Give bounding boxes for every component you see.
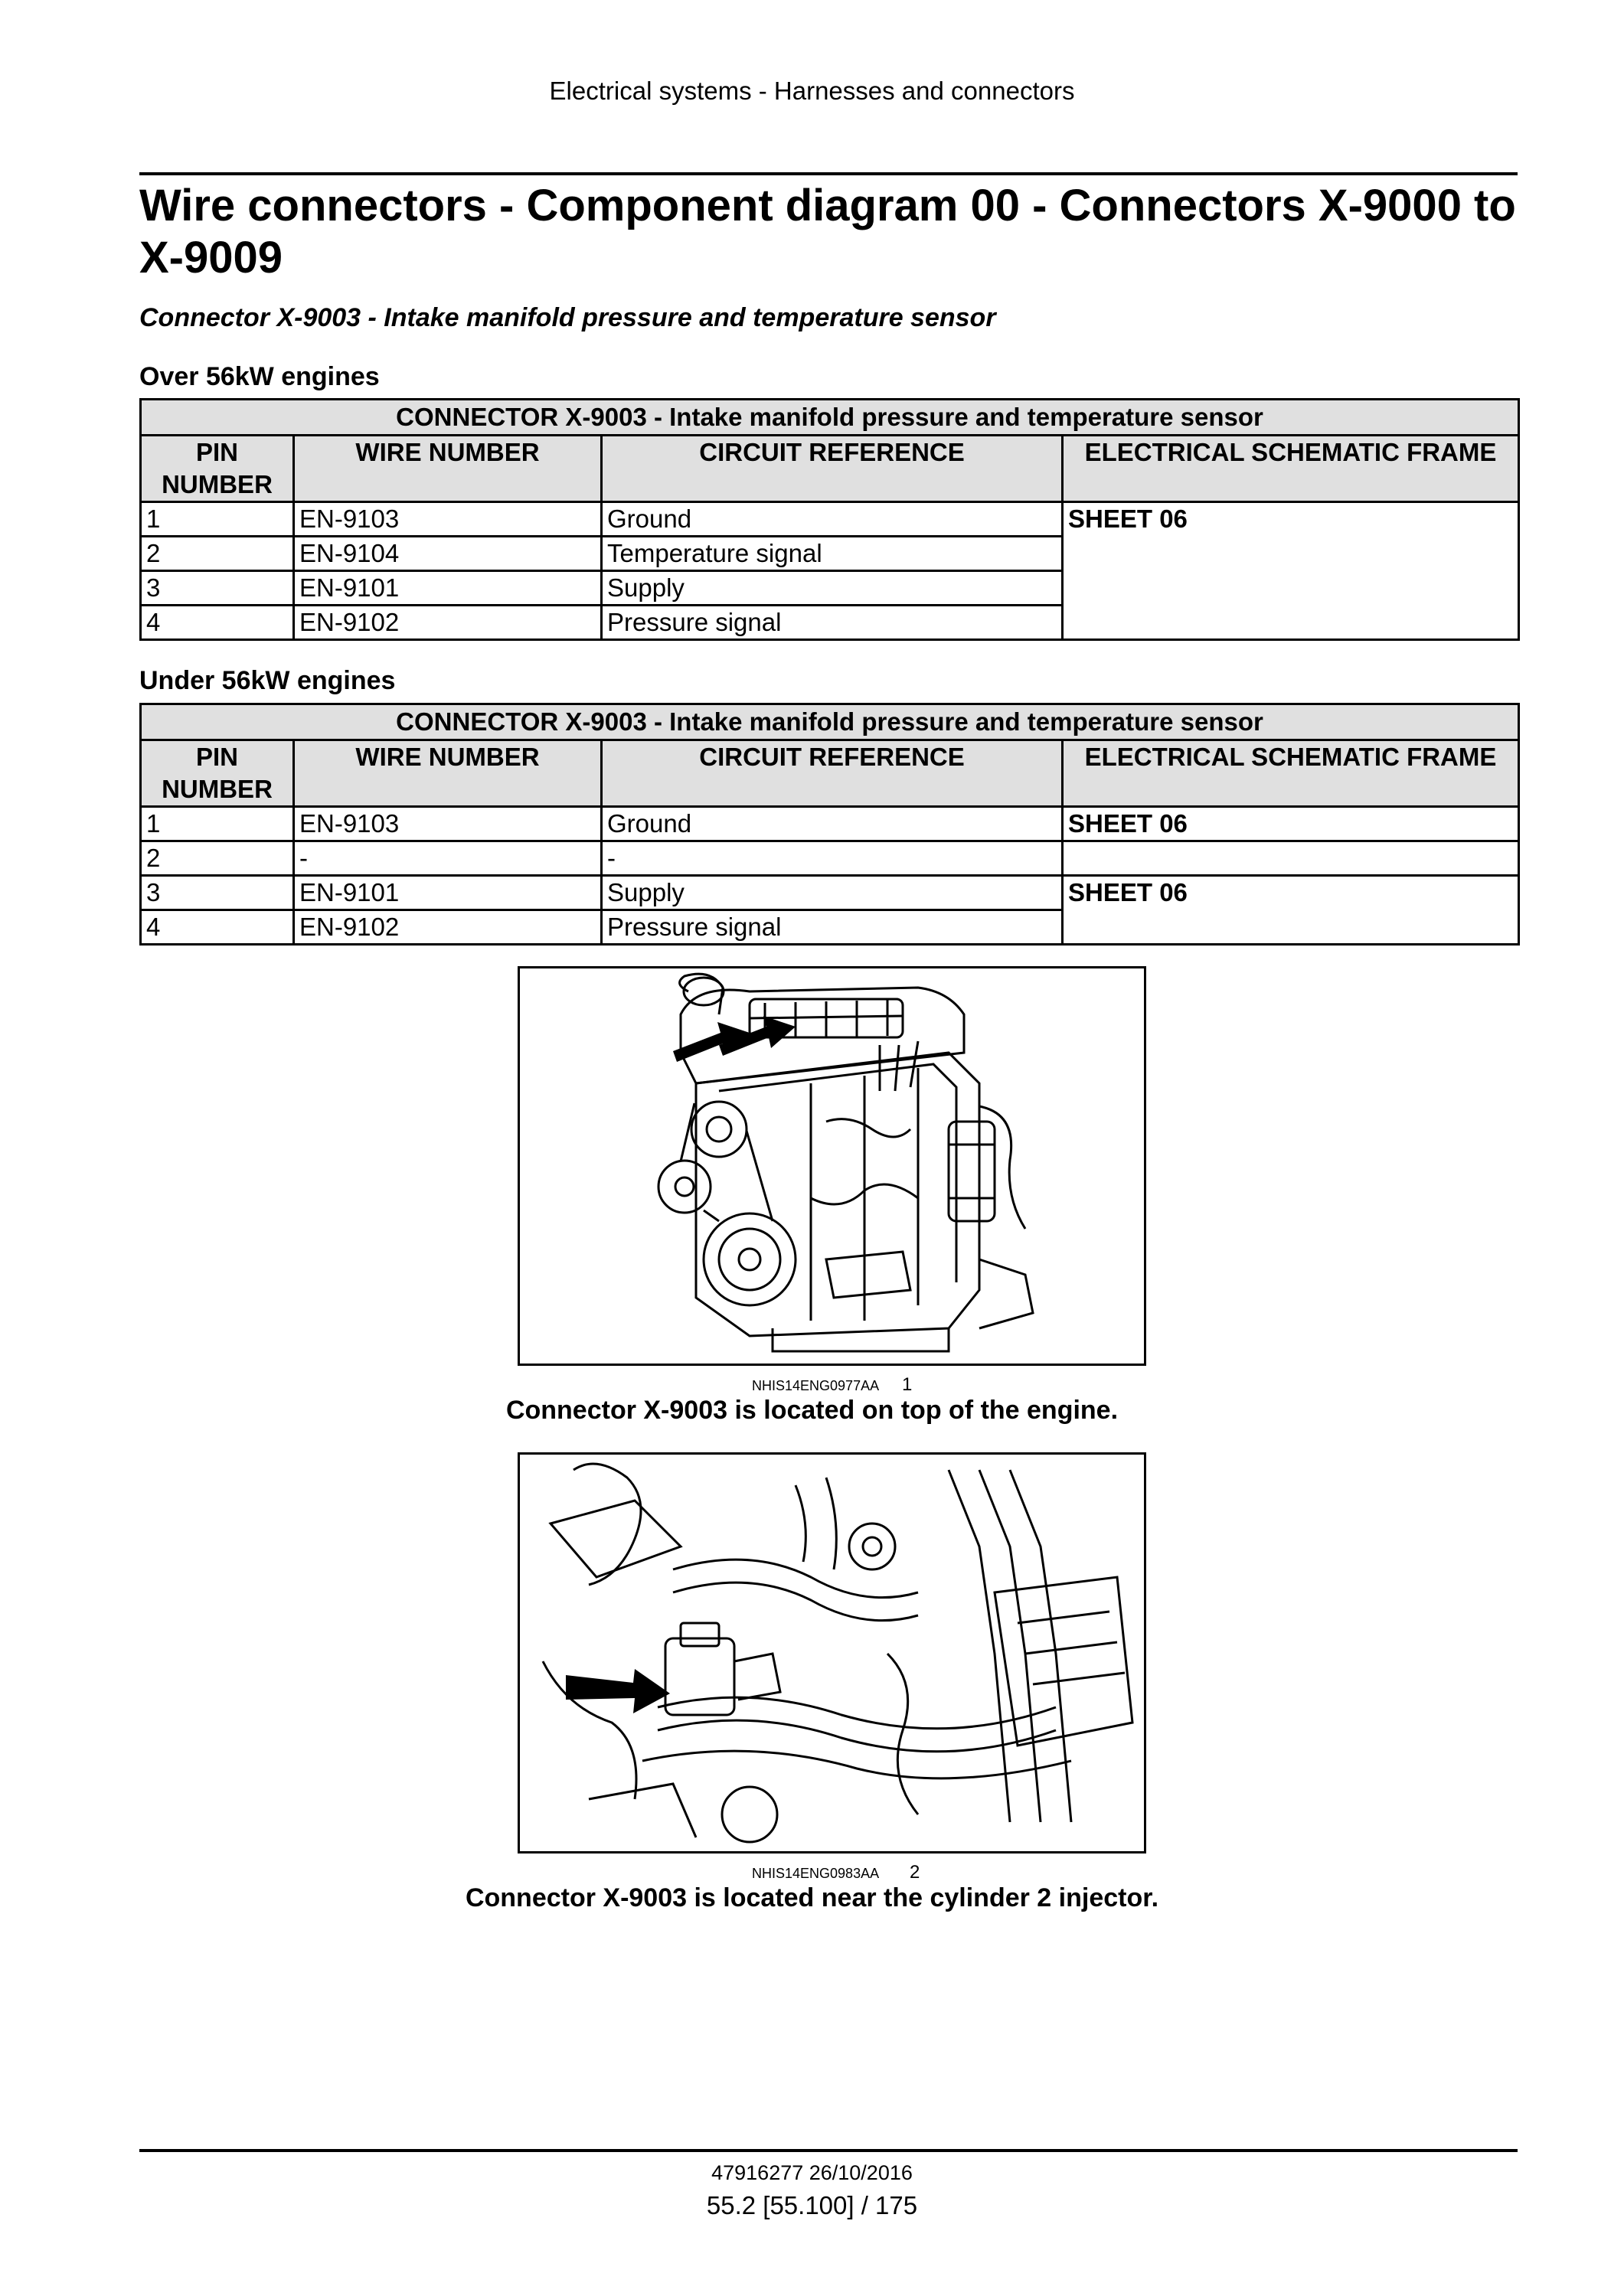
wire-cell: EN-9101: [294, 876, 602, 910]
wire-cell: EN-9102: [294, 606, 602, 640]
wire-cell: EN-9103: [294, 807, 602, 841]
page-title: Wire connectors - Component diagram 00 - Connectors X-9000 to X-9009: [139, 181, 1516, 283]
pin-cell: 1: [141, 502, 294, 537]
connector-table-under-56kw: [139, 703, 1520, 946]
pin-cell: 4: [141, 910, 294, 945]
circuit-cell: Temperature signal: [602, 537, 1063, 571]
figure-caption: Connector X-9003 is located on top of the engine.: [505, 1396, 1119, 1425]
table-row: [141, 502, 1519, 537]
document-id: 47916277 26/10/2016: [711, 2161, 913, 2184]
circuit-cell: Pressure signal: [602, 606, 1063, 640]
column-header-frame: ELECTRICAL SCHEMATIC FRAME: [1063, 436, 1519, 502]
pin-cell: 1: [141, 807, 294, 841]
column-header-pin: PIN NUMBER: [141, 740, 294, 807]
wire-cell: -: [294, 841, 602, 876]
wire-cell: EN-9104: [294, 537, 602, 571]
circuit-cell: Supply: [602, 571, 1063, 606]
table-row: [141, 807, 1519, 841]
figure-caption: Connector X-9003 is located near the cylinder 2 injector.: [465, 1883, 1159, 1912]
table-row: [141, 841, 1519, 876]
connector-subtitle: Connector X-9003 - Intake manifold pressure and temperature sensor: [139, 303, 996, 332]
column-header-wire: WIRE NUMBER: [294, 740, 602, 807]
circuit-cell: Supply: [602, 876, 1063, 910]
circuit-cell: Ground: [602, 502, 1063, 537]
frame-cell: SHEET 06: [1063, 876, 1519, 945]
figure-number: 1: [902, 1374, 913, 1395]
section-heading-under-56kw: Under 56kW engines: [139, 666, 396, 695]
frame-cell-empty: [1063, 841, 1519, 876]
circuit-cell: -: [602, 841, 1063, 876]
pin-cell: 3: [141, 876, 294, 910]
header-rule: [139, 172, 1518, 175]
frame-cell: SHEET 06: [1063, 502, 1519, 640]
figure-code: NHIS14ENG0977AA: [752, 1378, 880, 1393]
table-caption: CONNECTOR X-9003 - Intake manifold pressure and temperature sensor: [141, 704, 1519, 740]
wire-cell: EN-9102: [294, 910, 602, 945]
running-header: Electrical systems - Harnesses and connectors: [549, 77, 1075, 105]
connector-line-art: [520, 1455, 1144, 1851]
frame-cell: SHEET 06: [1063, 807, 1519, 841]
figure-code: NHIS14ENG0983AA: [752, 1866, 880, 1881]
column-header-frame: ELECTRICAL SCHEMATIC FRAME: [1063, 740, 1519, 807]
circuit-cell: Pressure signal: [602, 910, 1063, 945]
pin-cell: 4: [141, 606, 294, 640]
pin-cell: 3: [141, 571, 294, 606]
connector-closeup-illustration: [518, 1452, 1146, 1853]
page-number: 55.2 [55.100] / 175: [706, 2191, 918, 2219]
engine-illustration: [518, 966, 1146, 1366]
table-caption: CONNECTOR X-9003 - Intake manifold pressure and temperature sensor: [141, 400, 1519, 436]
table-row: [141, 876, 1519, 910]
column-header-circuit: CIRCUIT REFERENCE: [602, 436, 1063, 502]
figure-number: 2: [910, 1862, 920, 1883]
column-header-wire: WIRE NUMBER: [294, 436, 602, 502]
wire-cell: EN-9101: [294, 571, 602, 606]
pin-cell: 2: [141, 841, 294, 876]
pin-cell: 2: [141, 537, 294, 571]
footer-rule: [139, 2149, 1518, 2152]
engine-line-art: [520, 968, 1144, 1364]
circuit-cell: Ground: [602, 807, 1063, 841]
column-header-circuit: CIRCUIT REFERENCE: [602, 740, 1063, 807]
column-header-pin: PIN NUMBER: [141, 436, 294, 502]
connector-table-over-56kw: [139, 398, 1520, 641]
section-heading-over-56kw: Over 56kW engines: [139, 362, 380, 391]
wire-cell: EN-9103: [294, 502, 602, 537]
